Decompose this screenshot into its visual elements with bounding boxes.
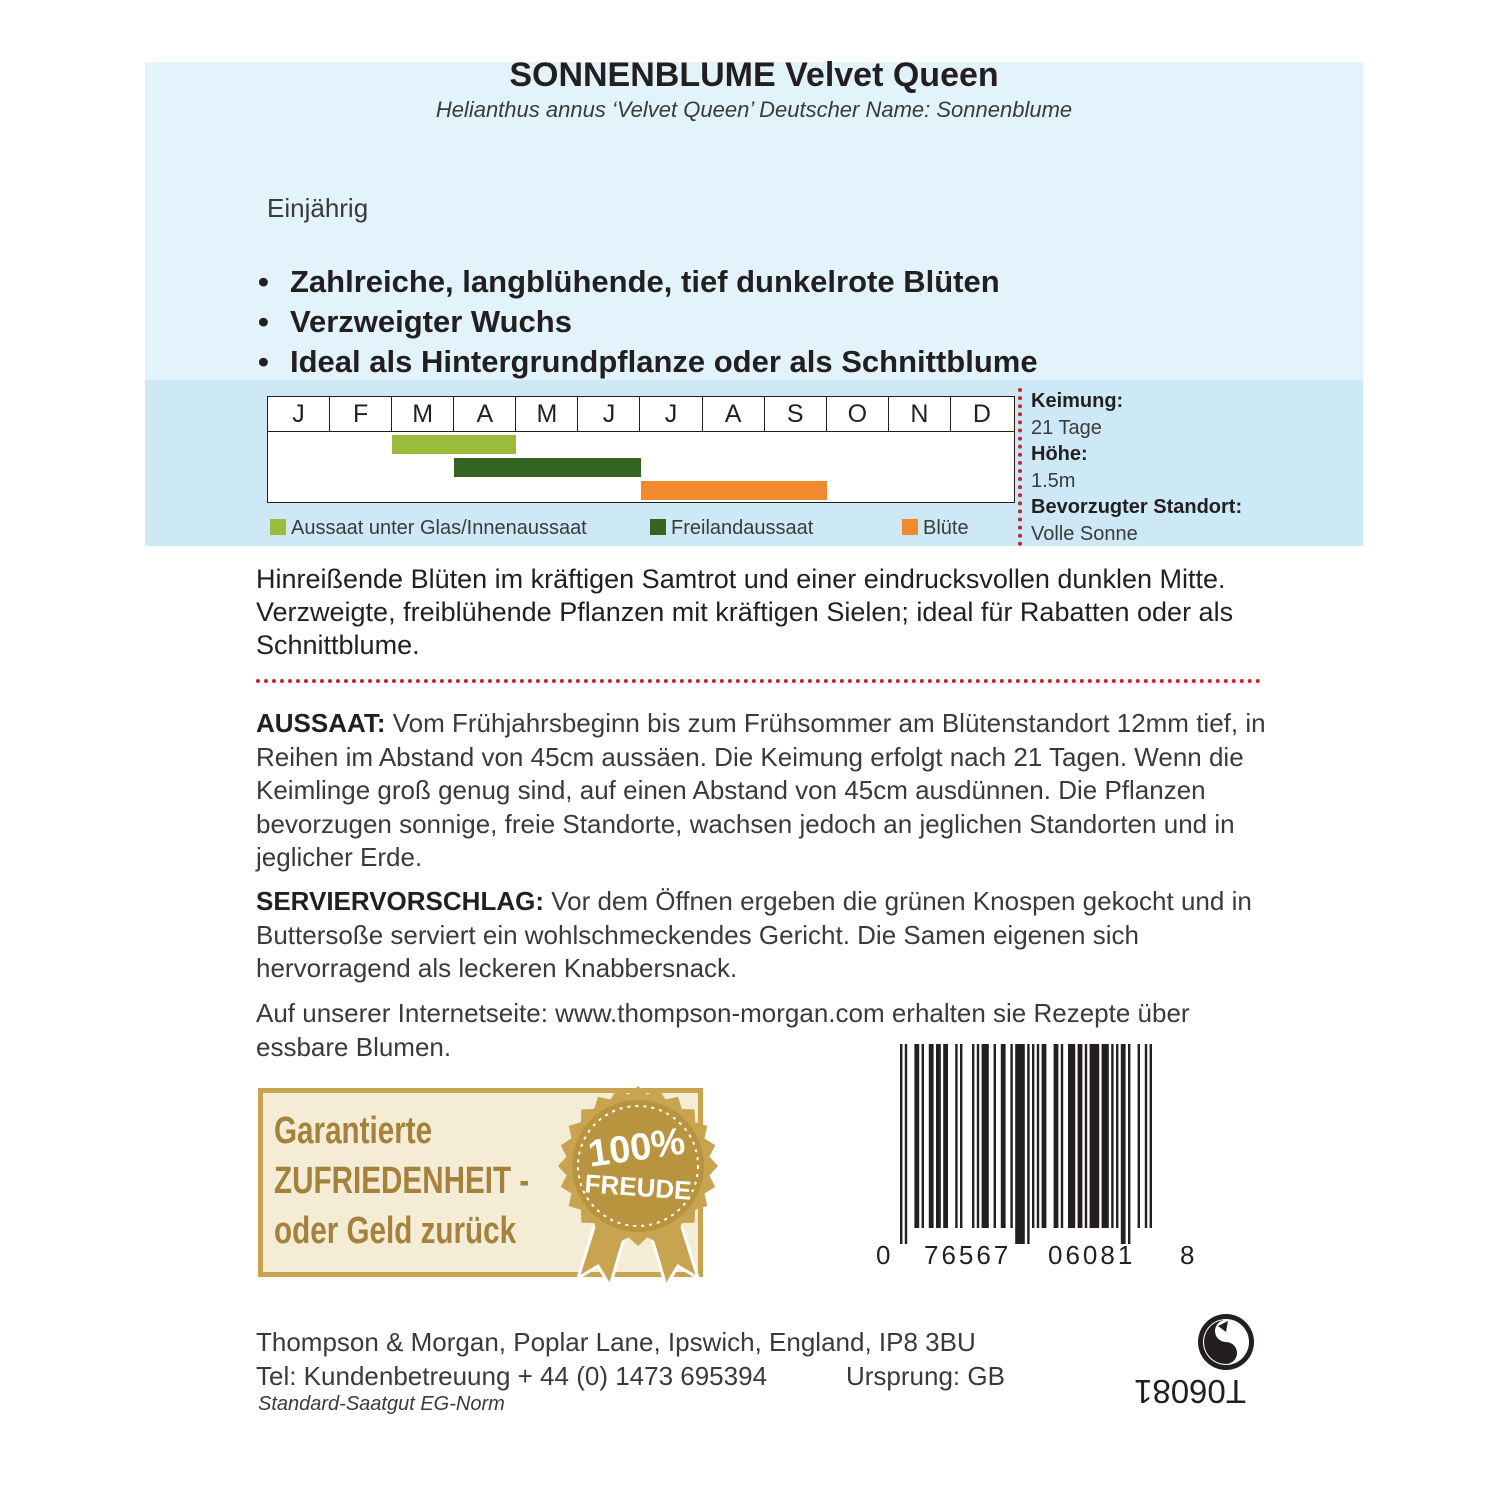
barcode-bar bbox=[960, 1044, 962, 1228]
barcode-bar bbox=[955, 1044, 957, 1228]
barcode-bar bbox=[1150, 1044, 1152, 1228]
calendar-legend bbox=[270, 517, 1010, 543]
month-5: M bbox=[516, 397, 578, 431]
dotted-divider bbox=[1018, 388, 1022, 546]
barcode-bar bbox=[922, 1044, 924, 1228]
legend-swatch bbox=[902, 519, 918, 535]
location-label: Bevorzugter Standort: bbox=[1031, 496, 1243, 518]
barcode-bar bbox=[1102, 1044, 1109, 1228]
month-1: J bbox=[268, 397, 330, 431]
sowing-calendar bbox=[267, 396, 1015, 503]
month-4: A bbox=[454, 397, 516, 431]
seed-norm: Standard-Saatgut EG-Norm bbox=[258, 1393, 505, 1415]
product-title: SONNENBLUME Velvet Queen bbox=[509, 56, 999, 94]
feature-list bbox=[258, 262, 1038, 382]
description: Hinreißende Blüten im kräftigen Samtrot und einer eindrucksvollen dunklen Mitte. Verzweigte, freiblühende Pflanzen mit kräftigen Sielen; ideal für Rabatten oder als Schnittblume. bbox=[256, 564, 1234, 660]
barcode-bar bbox=[1111, 1044, 1113, 1228]
barcode-bar bbox=[1138, 1044, 1140, 1228]
barcode-bar bbox=[977, 1044, 979, 1228]
lifecycle-label: Einjährig bbox=[267, 193, 369, 223]
barcode-bar bbox=[1068, 1044, 1075, 1228]
feature-item: • Verzweigter Wuchs bbox=[258, 304, 572, 339]
calendar-bar bbox=[641, 481, 827, 500]
legend-swatch bbox=[270, 519, 286, 535]
barcode-bar bbox=[1090, 1044, 1100, 1228]
barcode-bar bbox=[1037, 1044, 1039, 1228]
barcode-bar bbox=[972, 1044, 974, 1228]
barcode-bar bbox=[1061, 1044, 1063, 1228]
month-2: F bbox=[330, 397, 392, 431]
feature-item: • Zahlreiche, langblühende, tief dunkelrote Blüten bbox=[258, 264, 1000, 299]
legend-item-bloom: Blüte bbox=[902, 517, 969, 540]
germination-label: Keimung: bbox=[1031, 390, 1124, 412]
barcode-bar bbox=[1128, 1044, 1130, 1244]
germination-value: 21 Tage bbox=[1031, 416, 1102, 439]
barcode-bar bbox=[943, 1044, 948, 1228]
month-10: O bbox=[827, 397, 889, 431]
barcode-bar bbox=[1001, 1044, 1006, 1228]
serving-suggestion: SERVIERVORSCHLAG: Vor dem Öffnen ergeben die grünen Knospen gekocht und in Buttersoße serviert ein wohlschmeckendes Gericht. Die Samen eigenen sich hervorragend als leckeren Knabbersnack. bbox=[256, 886, 1252, 983]
height-label: Höhe: bbox=[1031, 443, 1088, 465]
month-12: D bbox=[972, 400, 991, 428]
growing-facts bbox=[1031, 388, 1242, 547]
satisfaction-seal-icon bbox=[548, 1078, 728, 1288]
phone-number: Tel: Kundenbetreuung + 44 (0) 1473 695394 bbox=[256, 1361, 768, 1391]
barcode-bar bbox=[1121, 1044, 1126, 1244]
feature-item: • Ideal als Hintergrundpflanze oder als Schnittblume bbox=[258, 344, 1038, 379]
website-note: Auf unserer Internetseite: www.thompson-morgan.com erhalten sie Rezepte über essbare Blumen. bbox=[256, 998, 1190, 1062]
location-value: Volle Sonne bbox=[1031, 522, 1138, 545]
barcode-bar bbox=[1032, 1044, 1034, 1228]
barcode-bar bbox=[914, 1044, 919, 1228]
seal-word: FREUDE bbox=[583, 1168, 693, 1206]
legend-swatch bbox=[650, 519, 666, 535]
barcode-bar bbox=[994, 1044, 996, 1228]
month-7: J bbox=[641, 397, 703, 431]
barcode bbox=[876, 1044, 1196, 1244]
legend-item-outdoor: Freilandaussaat bbox=[650, 517, 813, 540]
sowing-instructions: AUSSAAT: Vom Frühjahrsbeginn bis zum Frühsommer am Blütenstandort 12mm tief, in Reihen im Abstand von 45cm aussäen. Die Keimung erfolgt nach 21 Tagen. Wenn die Keimlinge groß genug sind, auf einen Abstand von 45cm ausdünnen. Die Pflanzen bevorzugen sonnige, freie Standorte, wachsen jedoch an jeglichen Standorten und in jeglicher Erde. bbox=[256, 708, 1266, 872]
calendar-divider bbox=[268, 431, 1014, 432]
calendar-bar bbox=[392, 435, 516, 454]
barcode-bar bbox=[1054, 1044, 1059, 1228]
barcode-bar bbox=[1078, 1044, 1083, 1228]
barcode-bar bbox=[900, 1044, 902, 1244]
dotted-divider bbox=[256, 679, 1261, 683]
height-value: 1.5m bbox=[1031, 469, 1076, 492]
barcode-bar bbox=[936, 1044, 941, 1228]
barcode-digits: 0 76567 06081 8 bbox=[876, 1240, 1198, 1270]
barcode-bar bbox=[1027, 1044, 1029, 1244]
month-11: N bbox=[889, 397, 951, 431]
calendar-bar bbox=[454, 458, 640, 477]
green-dot-icon bbox=[1196, 1312, 1256, 1372]
barcode-bar bbox=[929, 1044, 934, 1228]
barcode-bar bbox=[905, 1044, 907, 1244]
product-code: T06081 bbox=[1134, 1373, 1246, 1410]
seal-percent: 100% bbox=[585, 1120, 688, 1176]
month-3: M bbox=[392, 397, 454, 431]
month-8: A bbox=[703, 397, 765, 431]
barcode-bar bbox=[1116, 1044, 1118, 1228]
barcode-bar bbox=[1145, 1044, 1147, 1228]
origin-label: Ursprung: GB bbox=[846, 1361, 1005, 1391]
barcode-bar bbox=[1010, 1044, 1012, 1228]
barcode-bar bbox=[982, 1044, 989, 1228]
month-9: S bbox=[765, 397, 827, 431]
barcode-bar bbox=[1042, 1044, 1047, 1228]
barcode-bar bbox=[1085, 1044, 1087, 1228]
legend-item-indoor: Aussaat unter Glas/Innenaussaat bbox=[270, 517, 587, 540]
botanical-name: Helianthus annus ‘Velvet Queen’ Deutscher Name: Sonnenblume bbox=[435, 97, 1073, 122]
company-address: Thompson & Morgan, Poplar Lane, Ipswich, England, IP8 3BU Tel: Kundenbetreuung + 44 (0) 1473 695394 Ursprung: GB bbox=[256, 1327, 1005, 1391]
barcode-bar bbox=[1015, 1044, 1025, 1244]
month-6: J bbox=[578, 397, 640, 431]
guarantee-text: Garantierte ZUFRIEDENHEIT - oder Geld zurück bbox=[274, 1110, 530, 1252]
